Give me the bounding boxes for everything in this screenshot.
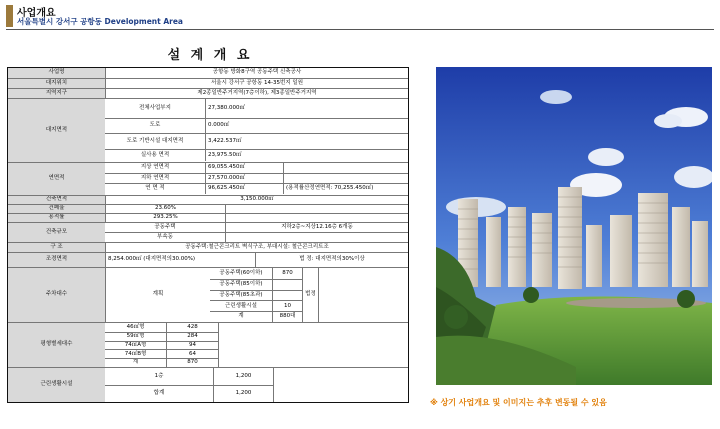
subrow-extra: [283, 174, 408, 183]
subrow: [210, 290, 302, 301]
subrow-label: 전체사업부지: [139, 104, 171, 111]
row-floor-area: [8, 162, 408, 195]
subrow-value: 284: [166, 333, 218, 341]
row-label: 사업명: [8, 68, 105, 78]
subrow-label: 59㎡형: [126, 332, 145, 339]
subrow-label: 74㎡A형: [124, 341, 147, 348]
row-label: 조경면적: [8, 253, 105, 267]
subrow-value: 428: [166, 323, 218, 332]
subrow-value: [225, 233, 408, 242]
design-summary-title: 설 계 개 요: [167, 48, 253, 63]
subrow-label: 공동주택(85이하): [219, 280, 263, 287]
subrow-label: 도로 기반시설 대지면적: [126, 137, 184, 144]
row-building-area: [8, 195, 408, 204]
subrow-value: 870: [272, 268, 302, 279]
subrow-value: 27,570.000㎡: [205, 174, 283, 183]
subrow-value: 870: [166, 359, 218, 367]
parking-legal-label: 법정: [302, 268, 318, 322]
subrow: [105, 232, 408, 242]
row-label: 연면적: [8, 163, 105, 195]
row-label: 지역지구: [8, 89, 105, 98]
subrow: [105, 163, 408, 173]
row-site-location: [8, 78, 408, 88]
subrow-value: 94: [166, 342, 218, 350]
subrow-value: [272, 291, 302, 301]
row-scale: [8, 222, 408, 242]
subrow-extra: [283, 163, 408, 173]
subrow-value: 3,422.537㎡: [205, 134, 408, 149]
subrow-value: 880대: [272, 312, 302, 322]
subrow-label: 계: [132, 359, 139, 366]
subrow-value: 지하2층~지상12.16층 6개동: [225, 223, 408, 232]
subrow: [210, 311, 302, 322]
accent-bar: [6, 5, 13, 27]
row-far: [8, 213, 408, 222]
row-label: 용적률: [8, 214, 105, 222]
subrow: [105, 349, 218, 358]
subrow-label: 도로: [149, 122, 161, 129]
subrow: [210, 268, 302, 279]
row-site-area: [8, 98, 408, 162]
subrow: [105, 385, 273, 402]
subrow-label: 부속동: [157, 233, 173, 240]
subrow-label: 74㎡B형: [124, 350, 147, 357]
subrow-value: 69,055.450㎡: [205, 163, 283, 173]
row-value: 공동주택:철근콘크리트 벽식구조, 부대시설: 철근콘크리트조: [105, 243, 408, 252]
subrow-value: 64: [166, 350, 218, 358]
row-landscape: [8, 252, 408, 267]
subrow-label: 연 면 적: [145, 185, 165, 192]
subrow-label: 공동주택(60이하): [219, 269, 263, 276]
row-value: 23.60%: [105, 205, 225, 213]
subrow: [105, 183, 408, 194]
row-value: 제2종일반주거지역(7층이하), 제3종일반주거지역: [105, 89, 408, 98]
row-parking: [8, 267, 408, 322]
subrow: [105, 118, 408, 133]
subrow-label: 근린생활시설: [225, 302, 257, 309]
row-label: 건축규모: [8, 223, 105, 242]
page-title: 사업개요: [17, 8, 56, 19]
row-project-name: [8, 68, 408, 78]
subrow-label: 실사용 면적: [140, 151, 170, 158]
subrow-value: 0.000㎡: [205, 119, 408, 133]
subrow-label: 지하 연면적: [140, 174, 170, 181]
row-coverage: [8, 204, 408, 213]
row-label: 건축면적: [8, 196, 105, 204]
parking-plan-label: 계획: [105, 268, 210, 322]
row-label: 대지위치: [8, 79, 105, 88]
row-label: 근린생활시설: [8, 368, 105, 402]
row-value: 3,150.000㎡: [105, 196, 408, 204]
subrow-value: 27,380.000㎡: [205, 99, 408, 118]
subrow-value: 10: [272, 301, 302, 311]
subrow: [105, 341, 218, 350]
subrow-value: 1,200: [213, 386, 273, 402]
subrow: [105, 223, 408, 232]
row-value: 8,254.000㎡ (대지면적의30.00%): [105, 253, 255, 267]
subrow-label: 공동주택(85초과): [219, 291, 263, 298]
subrow: [210, 300, 302, 311]
subrow-label: 지상 연면적: [140, 164, 170, 171]
page-header: [0, 0, 720, 30]
row-empty: [225, 205, 408, 213]
page-subtitle: 서울특별시 강서구 공항동 Development Area: [17, 17, 183, 26]
subrow-value: 23,975.50㎡: [205, 150, 408, 161]
row-empty: [225, 214, 408, 222]
subrow-value: 1,200: [213, 368, 273, 385]
subrow-extra: (용적률산정연면적: 70,255.450㎡): [283, 184, 408, 194]
row-label: 건폐율: [8, 205, 105, 213]
row-label: 주차대수: [8, 268, 105, 322]
subrow: [105, 133, 408, 149]
subrow: [105, 358, 218, 367]
subrow-label: 46㎡형: [126, 323, 145, 330]
row-value: 서울시 강서구 공항동 14-35번지 일원: [105, 79, 408, 88]
header-rule: [6, 29, 714, 30]
subrow: [105, 323, 218, 332]
subrow-label: 계: [238, 313, 244, 320]
subrow: [105, 149, 408, 161]
row-value: 293.25%: [105, 214, 225, 222]
row-label: 대지면적: [8, 99, 105, 162]
row-label: 구 조: [8, 243, 105, 252]
row-zoning: [8, 88, 408, 98]
row-units: [8, 322, 408, 367]
subrow-label: 1층: [154, 372, 164, 379]
row-empty: [273, 368, 408, 402]
row-retail: [8, 367, 408, 402]
subrow: [210, 279, 302, 290]
subrow-value: 96,625.450㎡: [205, 184, 283, 194]
subrow-label: 공동주택: [154, 223, 176, 230]
row-empty: [318, 268, 408, 322]
subrow: [105, 173, 408, 183]
apartment-complex-rendering: [436, 67, 712, 385]
subrow-value: [272, 280, 302, 290]
row-empty: [218, 323, 408, 367]
subrow: [105, 99, 408, 118]
subrow-label: 합계: [153, 390, 165, 397]
row-extra: 법 정: 대지면적의30%이상: [255, 253, 408, 267]
disclaimer-note: ※ 상기 사업개요 및 이미지는 추후 변동될 수 있음: [430, 398, 607, 407]
row-label: 평형별세대수: [8, 323, 105, 367]
row-value: 공항동 방화8구역 공동주택 신축공사: [105, 68, 408, 78]
subrow: [105, 332, 218, 341]
design-summary-table: [7, 67, 409, 403]
subrow: [105, 368, 273, 385]
row-structure: [8, 242, 408, 252]
